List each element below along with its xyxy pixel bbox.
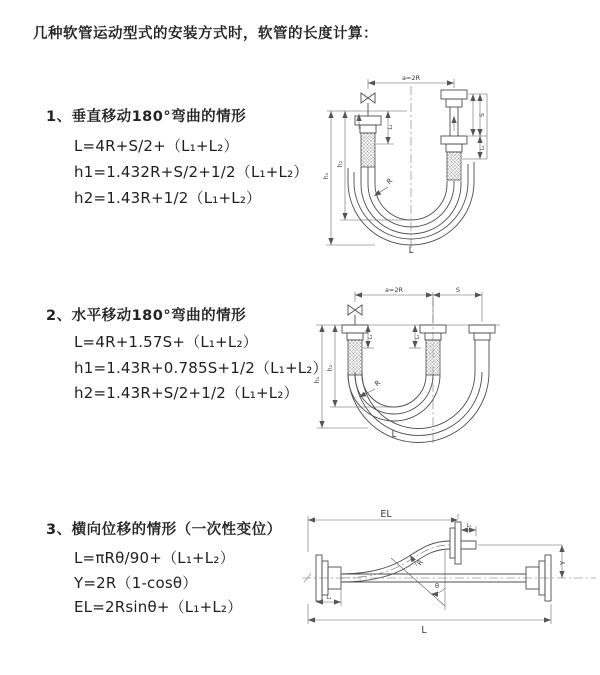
valve-icon [348, 305, 362, 325]
hose-braid [361, 133, 375, 167]
dim-l2 [409, 325, 421, 348]
dim-label-l1: L₁ [466, 523, 472, 529]
diagram-vertical-180-bend [315, 64, 590, 259]
dim-label-l: L [421, 625, 427, 636]
label-r: R [415, 558, 426, 568]
hose-braid [348, 340, 362, 375]
section-2-heading: 2、水平移动180°弯曲的情形 [46, 308, 247, 324]
dim-y [478, 545, 567, 578]
section-1-formula-l: L=4R+S/2+（L₁+L₂） [74, 137, 239, 155]
page-title: 几种软管运动型式的安装方式时，软管的长度计算： [33, 26, 378, 42]
dim-label-y: Y [559, 560, 567, 566]
section-1-formula-h1: h1=1.432R+S/2+1/2（L₁+L₂） [74, 163, 309, 181]
dim-label-h2: h₂ [327, 364, 334, 372]
dim-l1 [461, 523, 476, 536]
angle-label-theta: θ [435, 582, 439, 590]
label-r: R [373, 378, 383, 389]
section-3-formula-y: Y=2R（1-cosθ） [74, 574, 198, 592]
hose-displaced [341, 541, 450, 582]
dim-a2r-s [355, 286, 482, 322]
dim-label-l2: L₂ [415, 334, 421, 340]
label-l: L [391, 430, 397, 440]
section-3-formula-l: L=πRθ/90+（L₁+L₂） [74, 549, 235, 567]
dim-label-a2r: a=2R [384, 286, 404, 294]
section-3-formula-el: EL=2Rsinθ+（L₁+L₂） [74, 598, 243, 616]
dim-label-l1: L₁ [368, 334, 374, 340]
right-fitting-moved [469, 325, 495, 372]
displaced-end-flange [450, 522, 476, 564]
dim-label-h1: h₁ [323, 172, 330, 180]
dim-label-h2: h₂ [337, 160, 344, 168]
right-fitting [441, 90, 467, 180]
radius-leader [374, 177, 394, 196]
dim-label-l2: L₂ [480, 145, 486, 151]
dim-label-h1: h₁ [314, 376, 321, 384]
dim-label-s: S [479, 113, 486, 117]
section-2-formula-l: L=4R+1.57S+（L₁+L₂） [74, 333, 258, 351]
dim-l2 [316, 589, 341, 606]
dim-el [308, 509, 458, 552]
section-3-heading: 3、横向位移的情形（一次性变位） [46, 522, 282, 538]
section-2-formula-h2: h2=1.43R+S/2+1/2（L₁+L₂） [74, 384, 299, 402]
valve-icon [361, 93, 375, 116]
dim-l2 [480, 136, 486, 159]
dim-label-el: EL [380, 509, 392, 520]
dim-l [308, 604, 551, 636]
label-l: L [408, 246, 414, 256]
label-r: R [385, 176, 395, 187]
diagram-horizontal-180-bend [308, 280, 600, 460]
hose-braid [426, 340, 440, 375]
dim-label-s: S [455, 286, 461, 294]
section-2-formula-h1: h1=1.43R+0.785S+1/2（L₁+L₂） [74, 359, 328, 377]
dim-h1 [323, 111, 375, 245]
left-fitting [342, 325, 368, 375]
diagram-lateral-displacement [298, 498, 600, 646]
dim-l1 [363, 325, 374, 348]
dim-label-a2r: a=2R [401, 74, 421, 82]
section-1-heading: 1、垂直移动180°弯曲的情形 [46, 109, 247, 125]
hose-braid [447, 152, 461, 180]
dim-label-l1: L₁ [388, 124, 394, 130]
dim-label-l2: L₂ [326, 595, 332, 601]
section-1-formula-h2: h2=1.43R+1/2（L₁+L₂） [74, 189, 262, 207]
